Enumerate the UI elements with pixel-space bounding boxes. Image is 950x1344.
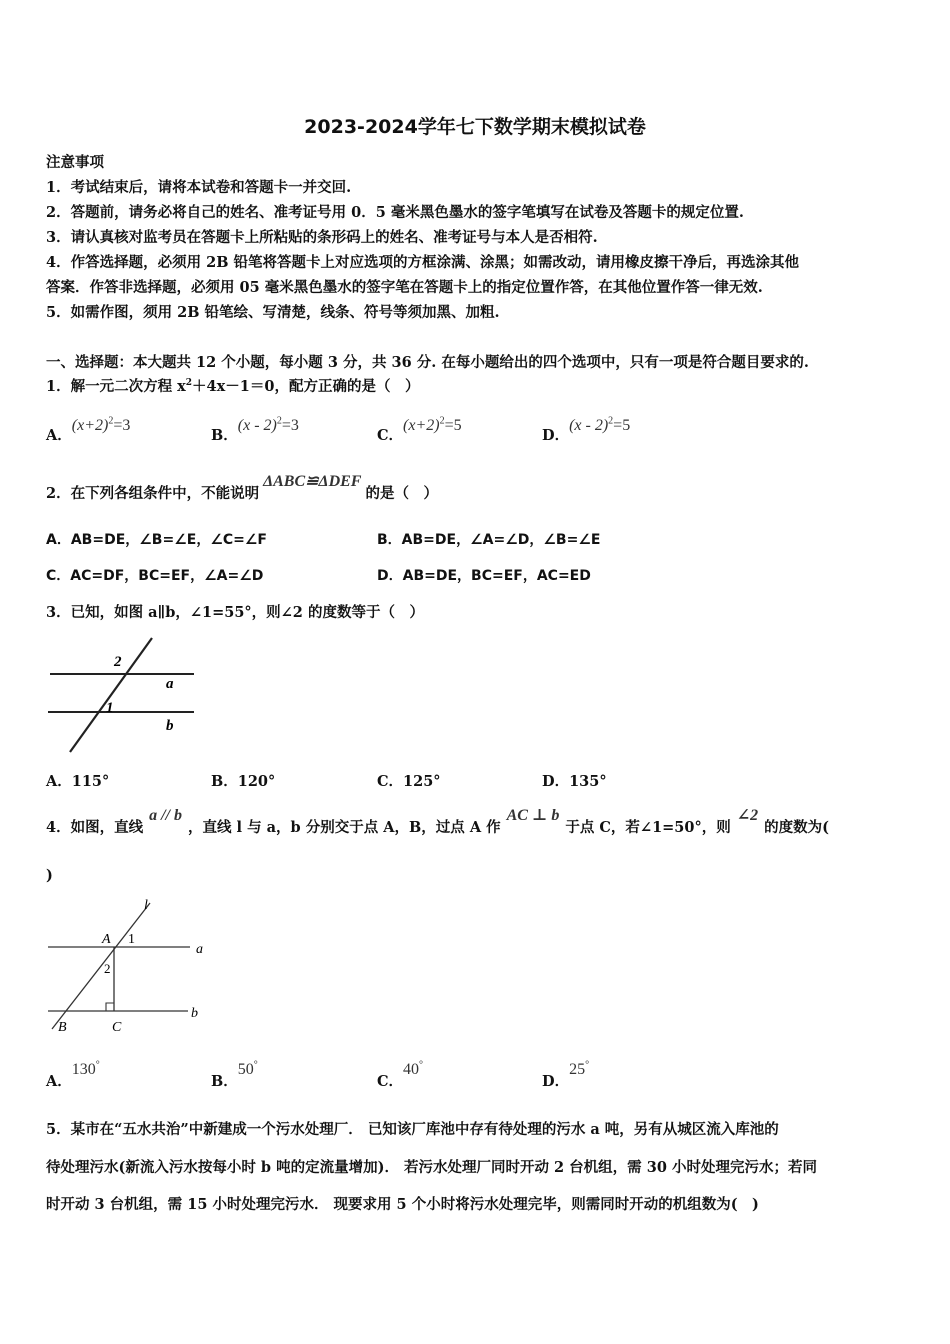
page-title: 2023-2024学年七下数学期末模拟试卷 [304,116,646,138]
q3-option-c[interactable]: C．125° [377,773,441,790]
q1-option-d[interactable]: D．(x - 2)$^2$=5 [542,415,631,444]
question-3-stem: 3．已知，如图 a∥b，∠1=55°，则∠2 的度数等于（ ） [46,604,424,621]
q1-option-a[interactable]: A．$(x+2)^2=3$ [46,415,131,444]
q1-option-b[interactable]: B．(x - 2)$^2$=3 [211,415,299,444]
notice-item: 1．考试结束后，请将本试卷和答题卡一并交回. [46,179,352,196]
q4-figure [40,895,215,1035]
question-1-stem: 1．解一元二次方程 $x^2+4x-1=0$，配方正确的是（ ） [46,378,420,395]
question-4-stem: 4．如图，直线a // b，直线 l 与 a，b 分别交于点 A，B，过点 A 作AC ⊥ b于点 C，若∠1=50°，则∠2的度数为( [46,807,830,836]
q3-label: 2 [114,654,122,670]
question-5-line: 待处理污水(新流入污水按每小时 b 吨的定流量增加)． 若污水处理厂同时开动 2 台机组，需 30 小时处理完污水；若同 [46,1159,817,1176]
q3-option-d[interactable]: D．135° [542,773,607,790]
q4-option-a[interactable]: A．130° [46,1059,100,1090]
notice-item: 4．作答选择题，必须用 2B 铅笔将答题卡上对应选项的方框涂满、涂黑；如需改动，请用橡皮擦干净后，再选涂其他 [46,254,800,271]
q3-label: b [166,718,174,734]
q2-option-c[interactable]: C．AC=DF，BC=EF，∠A=∠D [46,568,264,584]
q4-label: 1 [128,932,135,947]
q4-label: 2 [104,961,111,976]
q4-label: B [58,1020,67,1035]
section-heading: 一、选择题：本大题共 12 个小题，每小题 3 分，共 36 分. 在每小题给出的四个选项中，只有一项是符合题目要求的. [46,354,809,371]
q4-option-b[interactable]: B．50° [211,1059,258,1090]
q4-label: A [102,932,111,947]
question-5-line: 时开动 3 台机组，需 15 小时处理完污水． 现要求用 5 个小时将污水处理完毕，则需同时开动的机组数为( ) [46,1196,759,1213]
q2-option-b[interactable]: B．AB=DE，∠A=∠D，∠B=∠E [377,532,601,548]
question-5-line: 5．某市在“五水共治”中新建成一个污水处理厂． 已知该厂库池中存有待处理的污水 a 吨，另有从城区流入库池的 [46,1121,779,1138]
q2-option-d[interactable]: D．AB=DE，BC=EF，AC=ED [377,568,591,584]
notice-item: 2．答题前，请务必将自己的姓名、准考证号用 0．5 毫米黑色墨水的签字笔填写在试卷及答题卡的规定位置. [46,204,744,221]
q4-label: a [196,942,203,957]
notice-item: 5．如需作图，须用 2B 铅笔绘、写清楚，线条、符号等须加黑、加粗. [46,304,500,321]
q3-label: a [166,676,174,692]
notice-heading: 注意事项 [46,154,104,171]
notice-item: 3．请认真核对监考员在答题卡上所粘贴的条形码上的姓名、准考证号与本人是否相符. [46,229,598,246]
q4-option-d[interactable]: D．25° [542,1059,590,1090]
q1-option-c[interactable]: C．$(x+2)^2=5$ [377,415,462,444]
question-4-close: ) [46,867,53,884]
q4-option-c[interactable]: C．40° [377,1059,424,1090]
q4-label: l [144,898,148,913]
question-2-stem: 2．在下列各组条件中，不能说明ΔABC≌ΔDEF的是（ ） [46,473,438,502]
q4-label: b [191,1006,198,1021]
q3-label: 1 [106,700,114,716]
q2-option-a[interactable]: A．AB=DE，∠B=∠E，∠C=∠F [46,532,267,548]
q3-figure [44,636,194,756]
q3-option-a[interactable]: A．115° [46,773,110,790]
notice-item: 答案．作答非选择题，必须用 05 毫米黑色墨水的签字笔在答题卡上的指定位置作答，在其他位置作答一律无效. [46,279,763,296]
q4-label: C [112,1020,122,1035]
q3-option-b[interactable]: B．120° [211,773,276,790]
